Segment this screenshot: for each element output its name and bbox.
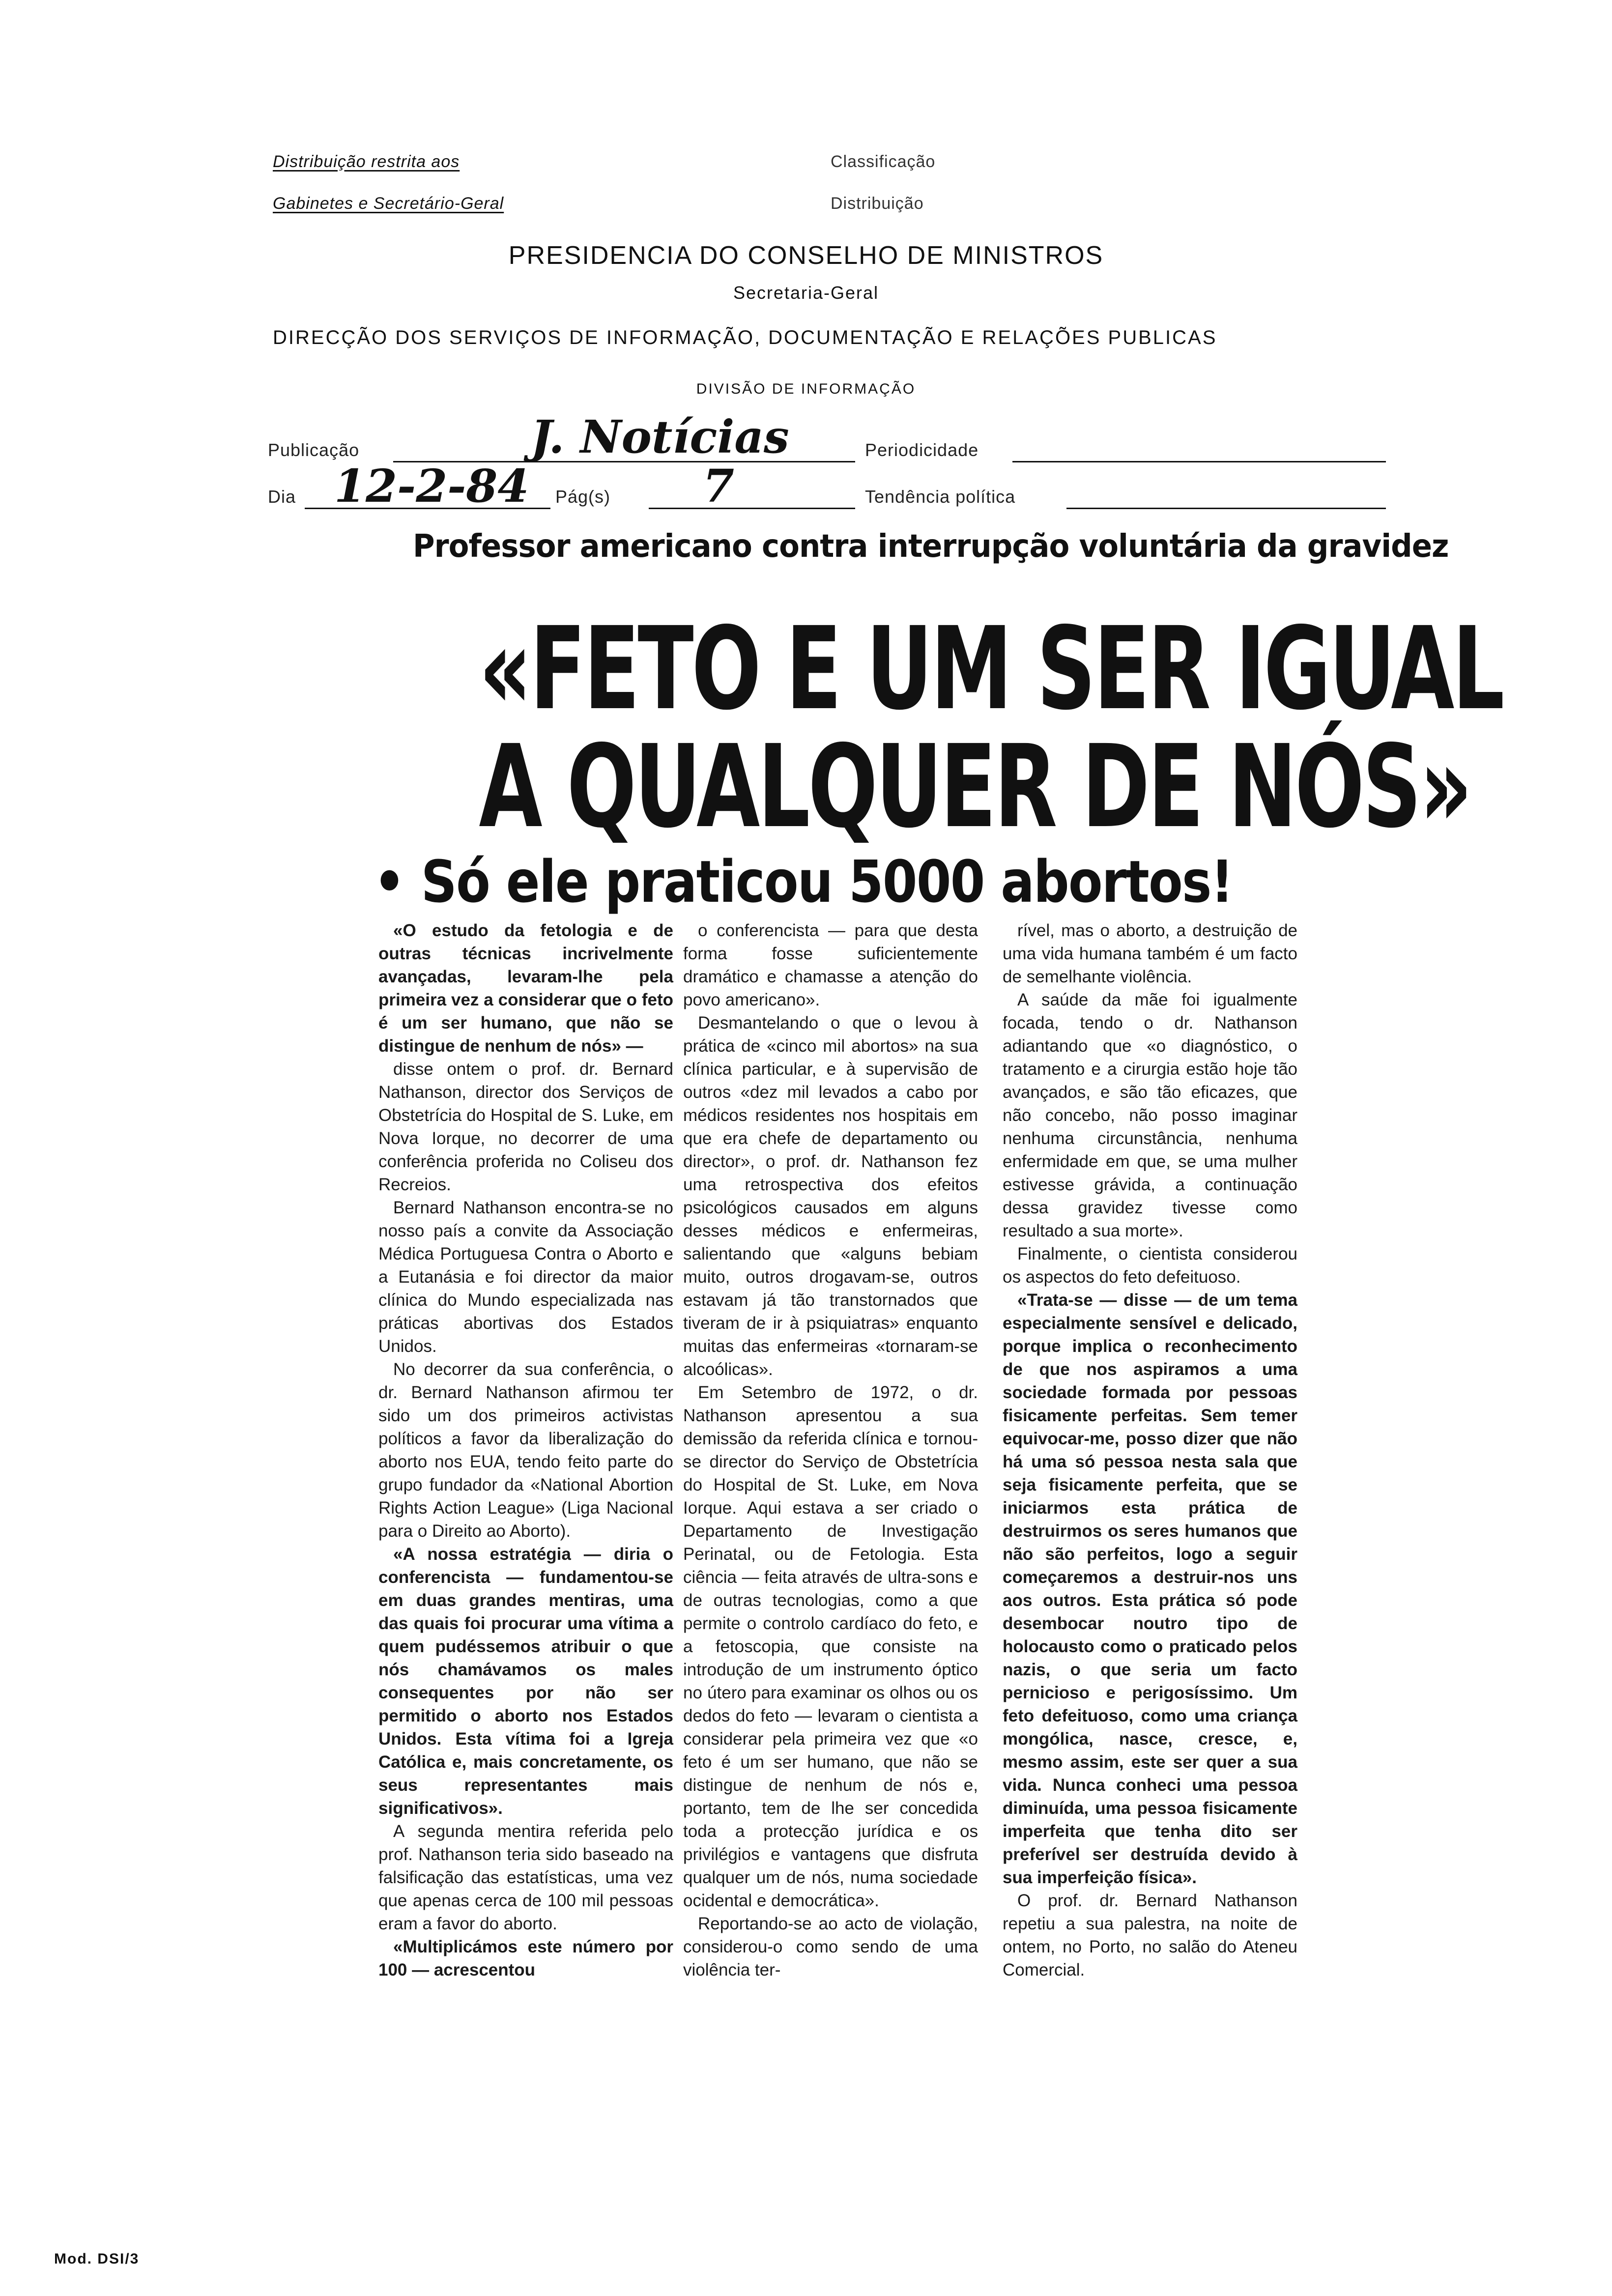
- day-label: Dia: [268, 487, 296, 507]
- article-column-2: [683, 919, 978, 1981]
- article-kicker: Professor americano contra interrupção voluntária da gravidez: [413, 528, 1449, 565]
- pages-handwritten-value: 7: [703, 459, 735, 513]
- form-code: Mod. DSI/3: [54, 2251, 140, 2267]
- article-column-3: [1003, 919, 1297, 1981]
- tendency-line: [1066, 508, 1386, 509]
- distribution-label: Distribuição: [831, 194, 924, 213]
- periodicity-line: [1012, 461, 1386, 462]
- article-paragraph: O prof. dr. Bernard Nathanson repetiu a sua palestra, na noite de ontem, no Porto, no salão do Ateneu Comercial.: [1003, 1891, 1297, 1980]
- day-handwritten-value: 12-2-84: [334, 459, 529, 513]
- distribution-note-line1: Distribuição restrita aos: [273, 152, 460, 171]
- article-paragraph: disse ontem o prof. dr. Bernard Nathanson, director dos Serviços de Obstetrícia do Hospital de S. Luke, em Nova Iorque, no decorrer de uma conferência proferida no Coliseu dos Recreios.: [378, 1060, 673, 1194]
- tendency-label: Tendência política: [865, 487, 1016, 507]
- headline-line2: A QUALQUER DE NÓS»: [479, 720, 1470, 853]
- article-deck: • Só ele praticou 5000 abortos!: [374, 848, 1233, 916]
- pages-label: Pág(s): [555, 487, 611, 507]
- article-paragraph: «Multiplicámos este número por 100 — acrescentou: [378, 1937, 673, 1980]
- publication-handwritten-value: J. Notícias: [531, 410, 789, 463]
- article-paragraph: o conferencista — para que desta forma fosse suficientemente dramático e chamasse a atenção do povo americano».: [683, 921, 978, 1009]
- article-paragraph: rível, mas o aborto, a destruição de uma vida humana também é um facto de semelhante violência.: [1003, 921, 1297, 986]
- page-subtitle: Secretaria-Geral: [733, 283, 879, 303]
- pages-line: [649, 508, 855, 509]
- division-name: DIVISÃO DE INFORMAÇÃO: [696, 381, 916, 397]
- article-paragraph: «A nossa estratégia — diria o conferencista — fundamentou-se em duas grandes mentiras, uma das quais foi procurar uma vítima a quem pudéssemos atribuir o que nós chamávamos os males consequentes por não ser permitido o aborto nos Estados Unidos. Esta vítima foi a Igreja Católica e, mais concretamente, os seus representantes mais significativos».: [378, 1545, 673, 1818]
- classification-label: Classificação: [831, 152, 936, 171]
- article-paragraph: Reportando-se ao acto de violação, considerou-o como sendo de uma violência ter-: [683, 1914, 978, 1980]
- article-paragraph: Desmantelando o que o levou à prática de «cinco mil abortos» na sua clínica particular, e à supervisão de outros «dez mil levados a cabo por médicos residentes nos hospitais em que era chefe de departamento ou director», o prof. dr. Nathanson fez uma retrospectiva dos efeitos psicológicos causados em alguns desses médicos e enfermeiras, salientando que «alguns bebiam muito, outros drogavam-se, outros estavam já tão transtornados que tiveram de ir à psiquiatras» enquanto muitas das enfermeiras «tornaram-se alcoólicas».: [683, 1013, 978, 1379]
- periodicity-label: Periodicidade: [865, 440, 979, 460]
- page-title: PRESIDENCIA DO CONSELHO DE MINISTROS: [508, 241, 1104, 270]
- directorate-name: DIRECÇÃO DOS SERVIÇOS DE INFORMAÇÃO, DOCUMENTAÇÃO E RELAÇÕES PUBLICAS: [273, 327, 1217, 348]
- article-column-1: [378, 919, 673, 1981]
- article-paragraph: Finalmente, o cientista considerou os aspectos do feto defeituoso.: [1003, 1244, 1297, 1287]
- article-paragraph: «Trata-se — disse — de um tema especialmente sensível e delicado, porque implica o reconhecimento de que nos aspiramos a uma sociedade formada por pessoas fisicamente perfeitas. Sem temer equivocar-me, posso dizer que não há uma só pessoa nesta sala que seja fisicamente perfeita, que se iniciarmos esta prática de destruirmos os seres humanos que não são perfeitos, logo a seguir começaremos a destruir-nos uns aos outros. Esta prática só pode desembocar noutro tipo de holocausto como o praticado pelos nazis, o que seria um facto pernicioso e perigosíssimo. Um feto defeituoso, como uma criança mongólica, nasce, cresce, e, mesmo assim, este ser quer a sua vida. Nunca conheci uma pessoa diminuída, uma pessoa fisicamente imperfeita que tenha dito ser preferível ser destruída devido à sua imperfeição física».: [1003, 1291, 1297, 1887]
- article-paragraph: No decorrer da sua conferência, o dr. Bernard Nathanson afirmou ter sido um dos primeiros activistas políticos a favor da liberalização do aborto nos EUA, tendo feito parte do grupo fundador da «National Abortion Rights Action League» (Liga Nacional para o Direito ao Aborto).: [378, 1360, 673, 1541]
- headline-line1: «FETO E UM SER IGUAL: [479, 603, 1503, 735]
- article-paragraph: Bernard Nathanson encontra-se no nosso país a convite da Associação Médica Portuguesa Contra o Aborto e a Eutanásia e foi director da maior clínica do Mundo especializada nas práticas abortivas dos Estados Unidos.: [378, 1198, 673, 1356]
- article-paragraph: A saúde da mãe foi igualmente focada, tendo o dr. Nathanson adiantando que «o diagnóstico, o tratamento e a cirurgia estão hoje tão avançados, e são tão eficazes, que não concebo, não posso imaginar nenhuma circunstância, nenhuma enfermidade em que, se uma mulher estivesse grávida, a continuação dessa gravidez tivesse como resultado a sua morte».: [1003, 990, 1297, 1240]
- distribution-note-line2: Gabinetes e Secretário-Geral: [273, 194, 504, 213]
- newspaper-clipping: [344, 528, 1503, 2204]
- article-paragraph: A segunda mentira referida pelo prof. Nathanson teria sido baseado na falsificação das estatísticas, uma vez que apenas cerca de 100 mil pessoas eram a favor do aborto.: [378, 1822, 673, 1933]
- article-paragraph: Em Setembro de 1972, o dr. Nathanson apresentou a sua demissão da referida clínica e tornou-se director do Serviço de Obstetrícia do Hospital de St. Luke, em Nova Iorque. Aqui estava a ser criado o Departamento de Investigação Perinatal, ou de Fetologia. Esta ciência — feita através de ultra-sons e de outras tecnologias, como a que permite o controlo cardíaco do feto, e a fetoscopia, que consiste na introdução de um instrumento óptico no útero para examinar os olhos ou os dedos do feto — levaram o cientista a considerar pela primeira vez que «o feto é um ser humano, que não se distingue de nenhum de nós e, portanto, tem de lhe ser concedida toda a protecção jurídica e os privilégios e vantagens que disfruta qualquer um de nós, numa sociedade ocidental e democrática».: [683, 1383, 978, 1910]
- publication-label: Publicação: [268, 440, 360, 460]
- article-paragraph: «O estudo da fetologia e de outras técnicas incrivelmente avançadas, levaram-lhe pela primeira vez a considerar que o feto é um ser humano, que não se distingue de nenhum de nós» —: [378, 921, 673, 1056]
